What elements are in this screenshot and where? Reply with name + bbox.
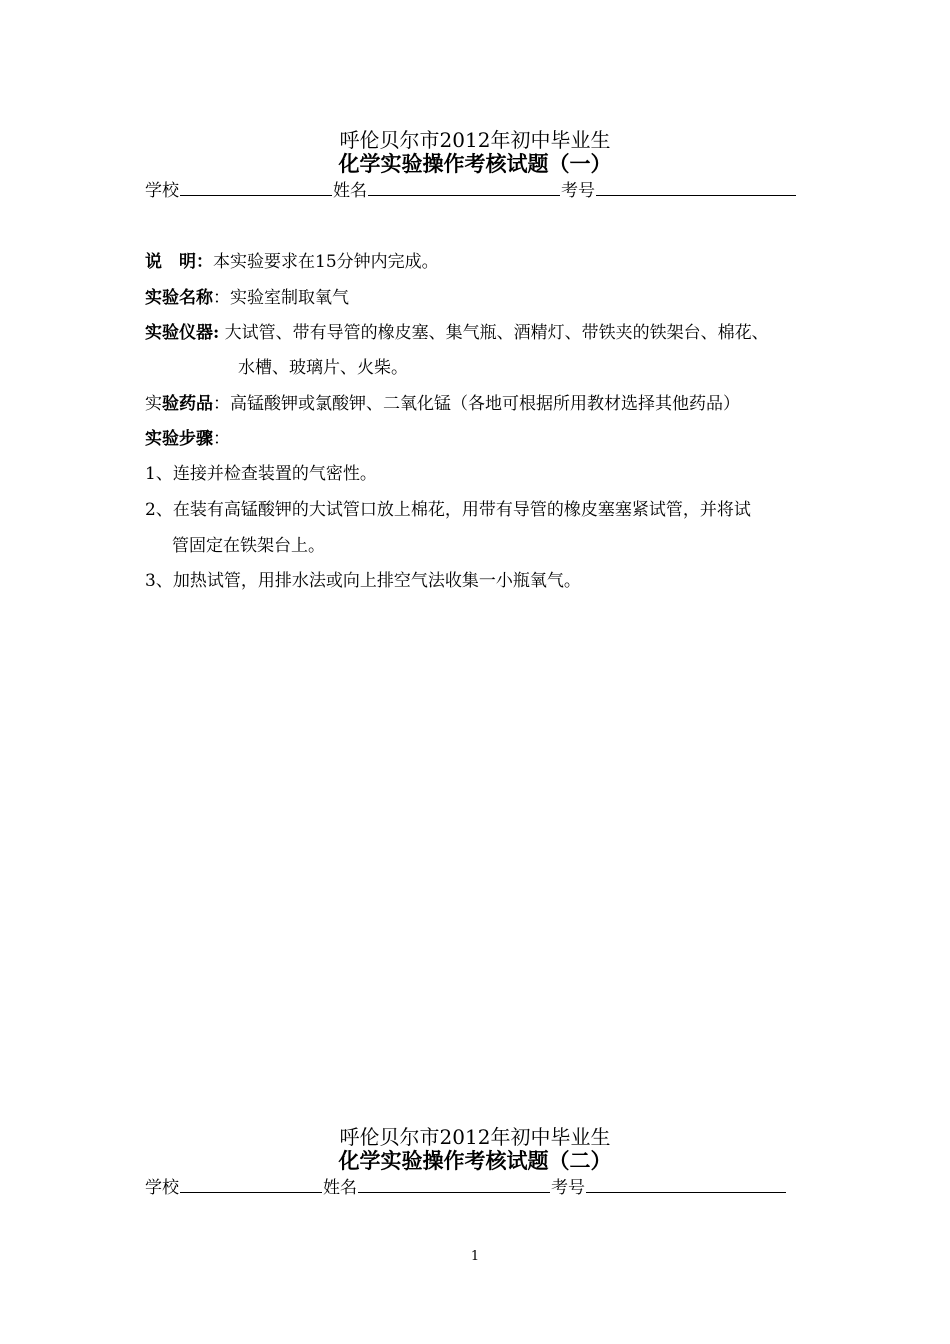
exam1-reagents-value: 高锰酸钾或氯酸钾、二氧化锰（各地可根据所用教材选择其他药品） (230, 394, 740, 414)
exam1-step-3: 3、加热试管，用排水法或向上排空气法收集一小瓶氧气。 (145, 571, 581, 591)
exam1-experiment-name-label: 实验名称 (145, 288, 213, 308)
exam1-apparatus-line1: 大试管、带有导管的橡皮塞、集气瓶、酒精灯、带铁夹的铁架台、棉花、 (219, 323, 769, 343)
exam1-step-1: 1、连接并检查装置的气密性。 (145, 464, 377, 484)
exam1-apparatus-label: 实验仪器: (145, 323, 220, 343)
exam1-experiment-name-value: 实验室制取氧气 (230, 288, 349, 308)
exam1-info-row (145, 176, 797, 201)
exam1-reagents (145, 389, 740, 414)
exam2-name-blank[interactable] (358, 1176, 550, 1193)
exam1-steps-sep: ： (213, 429, 230, 449)
exam1-reagents-label-bold: 验药品 (162, 394, 213, 414)
exam1-apparatus-line2: 水槽、玻璃片、火柴。 (238, 358, 408, 378)
exam2-id-blank[interactable] (586, 1176, 786, 1193)
exam1-name-blank[interactable] (368, 179, 560, 196)
exam1-step-2-continued: 管固定在铁架台上。 (172, 536, 325, 556)
exam1-steps-heading (145, 424, 230, 449)
exam1-experiment-name-sep: ： (213, 288, 230, 308)
exam2-title-line1: 呼伦贝尔市2012年初中毕业生 (339, 1125, 611, 1149)
exam1-title-line2: 化学实验操作考核试题（一） (338, 151, 612, 176)
exam2-school-blank[interactable] (180, 1176, 322, 1193)
exam1-note-label: 说 明： (145, 252, 213, 272)
exam2-id-label: 考号 (551, 1178, 585, 1198)
exam1-id-blank[interactable] (596, 179, 796, 196)
exam1-note-text: 本实验要求在15分钟内完成。 (213, 252, 439, 272)
exam1-title-line1: 呼伦贝尔市2012年初中毕业生 (339, 128, 611, 152)
exam1-name-label: 姓名 (333, 181, 367, 201)
exam1-steps-label: 实验步骤 (145, 429, 213, 449)
page-number: 1 (470, 1249, 480, 1264)
exam2-title-line2: 化学实验操作考核试题（二） (338, 1148, 612, 1173)
exam1-school-blank[interactable] (180, 179, 332, 196)
exam1-reagents-sep: ： (213, 394, 230, 414)
exam2-school-label: 学校 (145, 1178, 179, 1198)
exam1-school-label: 学校 (145, 181, 179, 201)
exam1-reagents-label-plain: 实 (145, 394, 162, 414)
exam1-apparatus (145, 318, 769, 343)
exam1-id-label: 考号 (561, 181, 595, 201)
exam1-experiment-name (145, 283, 349, 308)
exam1-step-2: 2、在装有高锰酸钾的大试管口放上棉花，用带有导管的橡皮塞塞紧试管，并将试 (145, 500, 751, 520)
exam2-info-row (145, 1173, 787, 1198)
exam2-name-label: 姓名 (323, 1178, 357, 1198)
exam1-note (145, 247, 439, 272)
